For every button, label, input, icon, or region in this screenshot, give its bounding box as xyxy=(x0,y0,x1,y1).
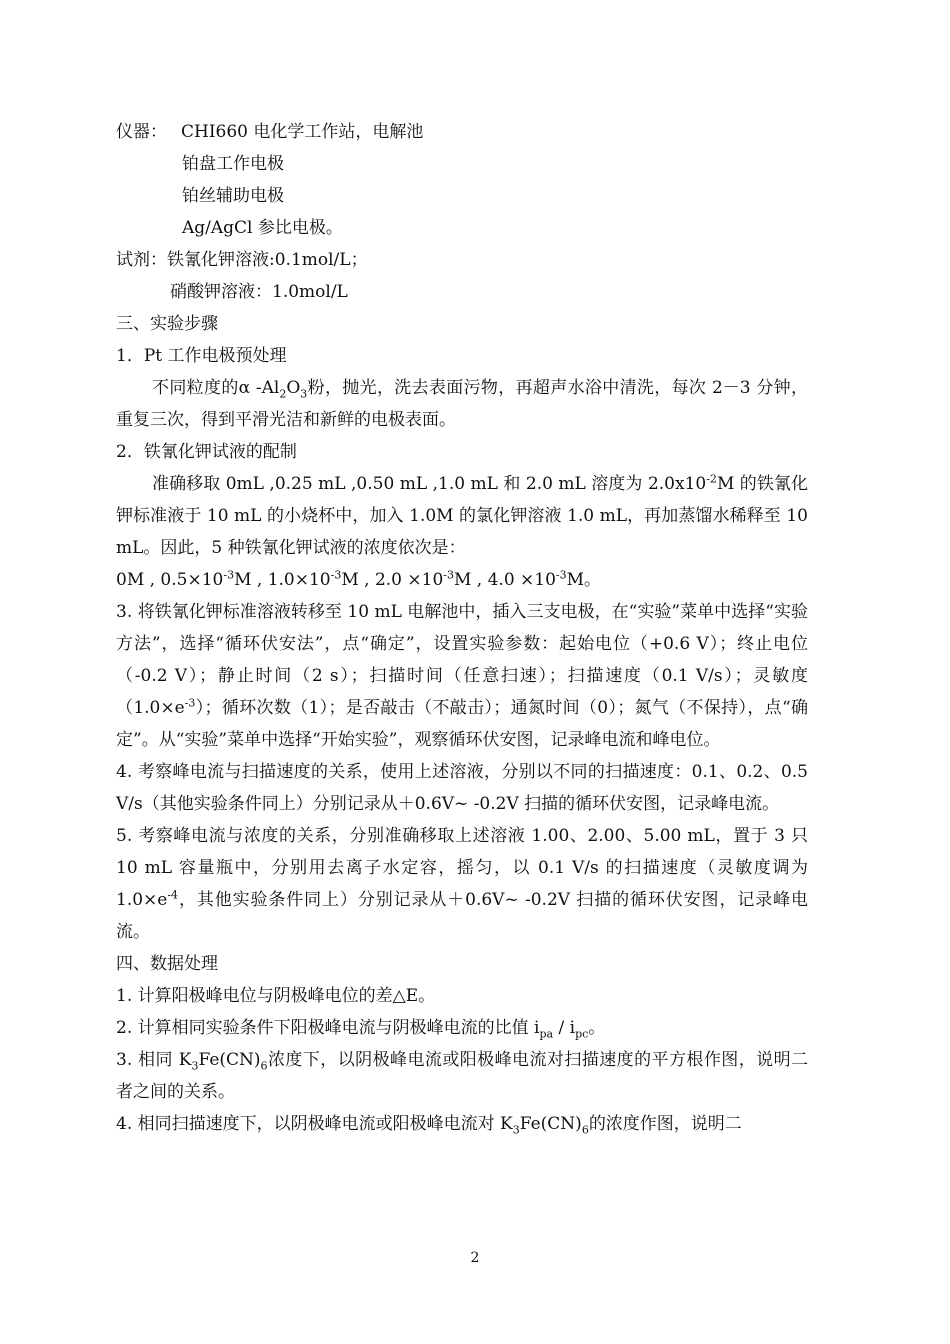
subscript: 3 xyxy=(300,387,308,401)
reagent-item: 铁氰化钾溶液:0.1mol/L； xyxy=(167,250,368,270)
superscript: -2 xyxy=(706,472,717,486)
text-run: M , 1.0×10 xyxy=(234,570,331,590)
superscript: -4 xyxy=(167,888,179,902)
text-run: / i xyxy=(553,1018,576,1038)
subscript: 6 xyxy=(581,1123,589,1137)
text-run: 3. 相同 K xyxy=(116,1050,192,1070)
instrument-item: CHI660 电化学工作站，电解池 xyxy=(181,122,424,142)
section-heading: 四、数据处理 xyxy=(116,954,218,974)
text-run: 2. 计算相同实验条件下阳极峰电流与阴极峰电流的比值 i xyxy=(116,1018,540,1038)
data-item xyxy=(116,1108,808,1140)
step5-paragraph xyxy=(116,820,808,948)
data-item xyxy=(116,1044,808,1108)
document-body xyxy=(116,116,808,1140)
subscript: 6 xyxy=(260,1059,268,1073)
subscript: pa xyxy=(539,1027,554,1041)
instrument-item: 铂盘工作电极 xyxy=(182,154,284,174)
text-run: 0M , 0.5×10 xyxy=(116,570,224,590)
superscript: -3 xyxy=(443,568,454,582)
text-run: ）；循环次数（1）；是否敲击（不敲击）；通氮时间（0）；氮气（不保持），点“确定”。从“实验”菜单中选择“开始实验”，观察循环伏安图，记录峰电流和峰电位。 xyxy=(116,698,808,750)
text-run: M , 4.0 ×10 xyxy=(453,570,556,590)
text-run: 4. 相同扫描速度下，以阴极峰电流或阳极峰电流对 K xyxy=(116,1114,513,1134)
subscript: 3 xyxy=(512,1123,520,1137)
instruments-label: 仪器： xyxy=(116,122,167,142)
text-run: O xyxy=(286,378,301,398)
instrument-item: 铂丝辅助电极 xyxy=(182,186,284,206)
text-run: Fe(CN) xyxy=(198,1050,261,1070)
step3-paragraph xyxy=(116,596,808,756)
text-run: M , 2.0 ×10 xyxy=(341,570,444,590)
subscript: pc xyxy=(575,1027,589,1041)
text-run: 3. 将铁氰化钾标准溶液转移至 10 mL 电解池中，插入三支电极，在“实验”菜单中选择“实验方法”，选择“循环伏安法”，点“确定”，设置实验参数：起始电位（+0.6 V）；终止电位（-0.2 V）；静止时间（2 s）；扫描时间（任意扫速）；扫描速度（0.1 V/s）；灵敏度（1.0×e xyxy=(116,602,808,718)
page-number: 2 xyxy=(470,1250,480,1266)
text-run: Fe(CN) xyxy=(519,1114,582,1134)
reagents-label: 试剂： xyxy=(116,250,167,270)
text-run: 的浓度作图，说明二 xyxy=(588,1114,742,1134)
text-run: 粉，抛光，洗去表面污物，再超声水浴中清洗，每次 2－3 分钟，重复三次，得到平滑光洁和新鲜的电极表面。 xyxy=(116,378,808,430)
instrument-item: Ag/AgCl 参比电极。 xyxy=(182,218,343,238)
reagent-item: 硝酸钾溶液：1.0mol/L xyxy=(170,282,348,302)
instruments-line xyxy=(116,116,808,148)
step2-paragraph xyxy=(116,468,808,564)
concentration-list xyxy=(116,564,808,596)
text-run: 。 xyxy=(588,1018,606,1038)
reagents-line xyxy=(116,244,808,276)
text-run: M 的铁氰化钾标准液于 10 mL 的小烧杯中，加入 1.0M 的氯化钾溶液 1.0 mL，再加蒸馏水稀释至 10 mL。因此，5 种铁氰化钾试液的浓度依次是： xyxy=(116,474,809,558)
text-run: 5. 考察峰电流与浓度的关系，分别准确移取上述溶液 1.00、2.00、5.00 mL，置于 3 只 10 mL 容量瓶中，分别用去离子水定容，摇匀，以 0.1 V/s 的扫描速度（灵敏度调为 1.0×e xyxy=(116,826,808,910)
step1-paragraph xyxy=(116,372,808,436)
text-run: M。 xyxy=(566,570,602,590)
text-run: 不同粒度的α -Al xyxy=(152,378,280,398)
superscript: -3 xyxy=(184,696,196,710)
section-heading: 三、实验步骤 xyxy=(116,314,218,334)
subscript: 3 xyxy=(191,1059,199,1073)
data-item xyxy=(116,1012,808,1044)
text-run: ，其他实验条件同上）分别记录从＋0.6V~ -0.2V 扫描的循环伏安图，记录峰电流。 xyxy=(116,890,808,942)
superscript: -3 xyxy=(223,568,235,582)
step-title: 2．铁氰化钾试液的配制 xyxy=(116,442,297,462)
step4-paragraph: 4. 考察峰电流与扫描速度的关系，使用上述溶液，分别以不同的扫描速度：0.1、0.2、0.5 V/s（其他实验条件同上）分别记录从＋0.6V~ -0.2V 扫描的循环伏安图，记录峰电流。 xyxy=(116,762,808,814)
superscript: -3 xyxy=(555,568,567,582)
superscript: -3 xyxy=(330,568,342,582)
step-title: 1．Pt 工作电极预处理 xyxy=(116,346,287,366)
data-item: 1. 计算阳极峰电位与阴极峰电位的差△E。 xyxy=(116,986,436,1006)
subscript: 2 xyxy=(279,387,287,401)
text-run: 准确移取 0mL ,0.25 mL ,0.50 mL ,1.0 mL 和 2.0 mL 溶度为 2.0x10 xyxy=(152,474,707,494)
text-run: 浓度下，以阴极峰电流或阳极峰电流对扫描速度的平方根作图，说明二者之间的关系。 xyxy=(116,1050,808,1102)
